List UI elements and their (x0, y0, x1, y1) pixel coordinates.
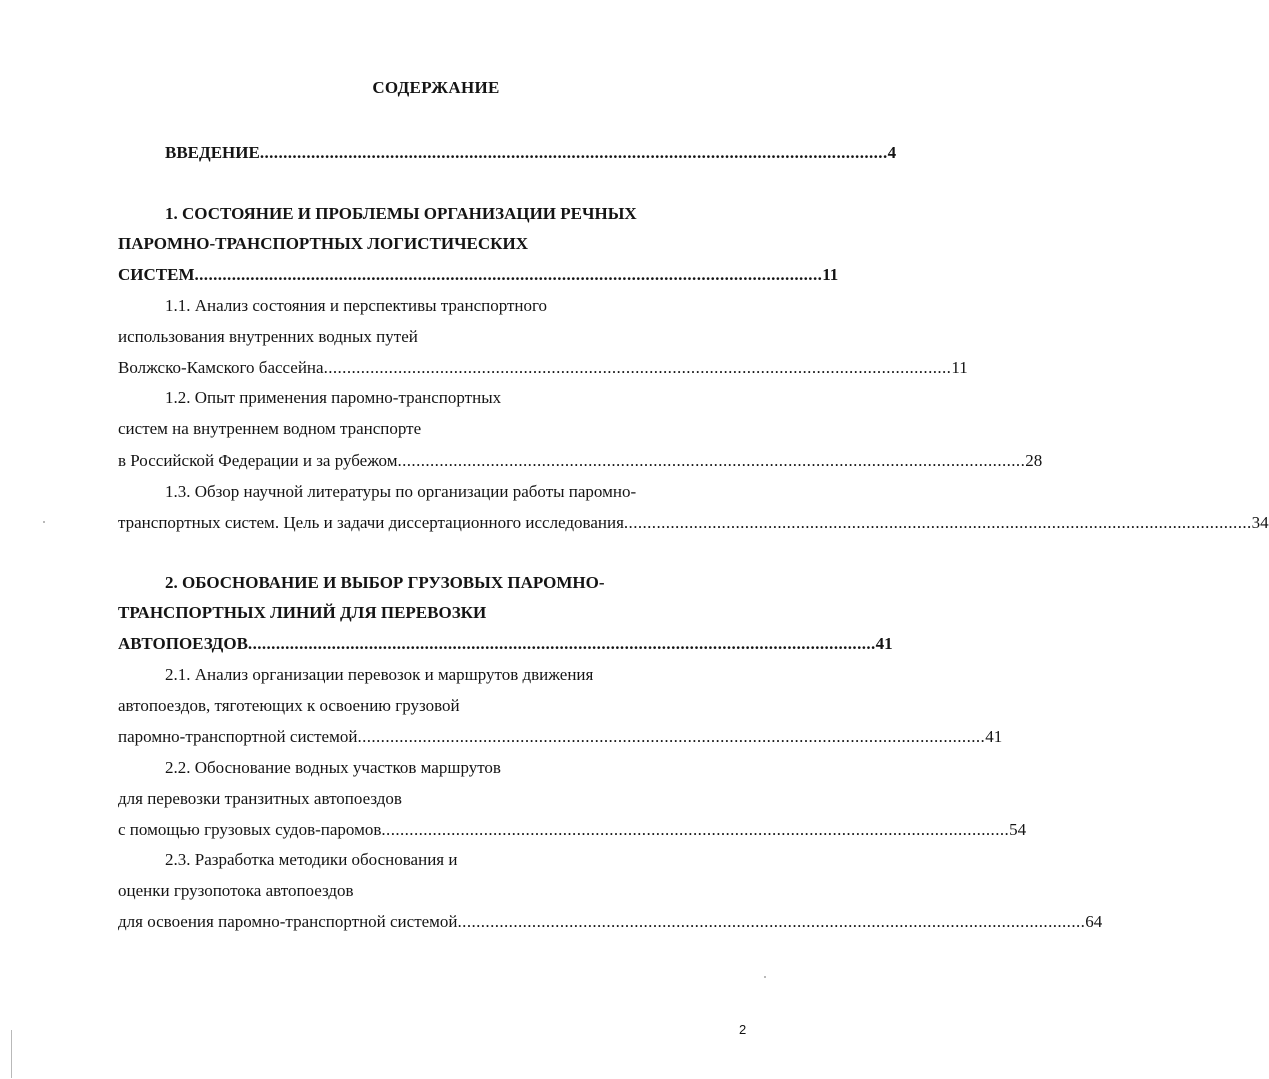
sec-2-3-last: для освоения паромно-транспортной системой (118, 912, 458, 931)
toc-intro[interactable] (165, 142, 897, 164)
sec-2-2-page: 54 (1009, 820, 1027, 839)
sec-1-2-page: 28 (1025, 451, 1043, 470)
sec-1-1-line-1: 1.1. Анализ состояния и перспективы транспортного (165, 296, 548, 315)
toc-sec-1-3[interactable] (118, 512, 1269, 534)
toc-intro-page: 4 (887, 143, 897, 162)
toc-intro-label: ВВЕДЕНИЕ (165, 143, 260, 162)
ch1-heading-last: СИСТЕМ (118, 265, 195, 284)
sec-2-2-line-1: 2.2. Обоснование водных участков маршрутов (165, 758, 501, 777)
dot-leader: ....................................................................................................................................... (457, 912, 1086, 931)
toc-sec-1-1[interactable] (118, 357, 968, 379)
sec-1-3-last: транспортных систем. Цель и задачи диссертационного исследования (118, 513, 624, 532)
page-number: 2 (739, 1022, 747, 1037)
ch2-heading-last: АВТОПОЕЗДОВ (118, 634, 248, 653)
scan-speck (43, 521, 45, 523)
dot-leader: ....................................................................................................................................... (623, 513, 1252, 532)
sec-2-1-line-2: автопоездов, тяготеющих к освоению грузовой (118, 696, 460, 715)
dot-leader: ....................................................................................................................................... (194, 265, 823, 284)
toc-sec-2-1[interactable] (118, 726, 1003, 748)
ch2-heading-line-1: 2. ОБОСНОВАНИЕ И ВЫБОР ГРУЗОВЫХ ПАРОМНО- (165, 573, 605, 592)
sec-2-2-line-2: для перевозки транзитных автопоездов (118, 789, 402, 808)
sec-1-1-page: 11 (951, 358, 968, 377)
dot-leader: ....................................................................................................................................... (381, 820, 1010, 839)
ch1-heading-line-2: ПАРОМНО-ТРАНСПОРТНЫХ ЛОГИСТИЧЕСКИХ (118, 234, 528, 253)
scan-edge-mark (11, 1030, 12, 1078)
sec-1-3-line-1: 1.3. Обзор научной литературы по организации работы паромно- (165, 482, 637, 501)
dot-leader: ....................................................................................................................................... (357, 727, 986, 746)
sec-1-2-line-1: 1.2. Опыт применения паромно-транспортных (165, 388, 502, 407)
sec-2-3-page: 64 (1085, 912, 1103, 931)
dot-leader: ....................................................................................................................................... (397, 451, 1026, 470)
sec-1-2-last: в Российской Федерации и за рубежом (118, 451, 398, 470)
sec-1-3-page: 34 (1251, 513, 1269, 532)
dot-leader: ....................................................................................................................................... (247, 634, 876, 653)
sec-2-2-last: с помощью грузовых судов-паромов (118, 820, 382, 839)
toc-sec-2-2[interactable] (118, 819, 1027, 841)
scan-speck (764, 976, 766, 978)
ch1-heading-line-1: 1. СОСТОЯНИЕ И ПРОБЛЕМЫ ОРГАНИЗАЦИИ РЕЧНЫХ (165, 204, 637, 223)
sec-1-1-last: Волжско-Камского бассейна (118, 358, 324, 377)
sec-2-1-last: паромно-транспортной системой (118, 727, 358, 746)
sec-1-1-line-2: использования внутренних водных путей (118, 327, 418, 346)
ch1-page: 11 (822, 265, 839, 284)
sec-1-2-line-2: систем на внутреннем водном транспорте (118, 419, 422, 438)
sec-2-3-line-1: 2.3. Разработка методики обоснования и (165, 850, 458, 869)
toc-sec-2-3[interactable] (118, 911, 1103, 933)
toc-ch2[interactable] (118, 633, 893, 655)
sec-2-3-line-2: оценки грузопотока автопоездов (118, 881, 354, 900)
toc-ch1[interactable] (118, 264, 839, 286)
dot-leader: ....................................................................................................................................... (323, 358, 952, 377)
ch2-page: 41 (875, 634, 893, 653)
dot-leader: ....................................................................................................................................... (259, 143, 888, 162)
toc-sec-1-2[interactable] (118, 450, 1043, 472)
sec-2-1-page: 41 (985, 727, 1003, 746)
ch2-heading-line-2: ТРАНСПОРТНЫХ ЛИНИЙ ДЛЯ ПЕРЕВОЗКИ (118, 603, 487, 622)
sec-2-1-line-1: 2.1. Анализ организации перевозок и маршрутов движения (165, 665, 594, 684)
page-title: СОДЕРЖАНИЕ (372, 78, 500, 97)
